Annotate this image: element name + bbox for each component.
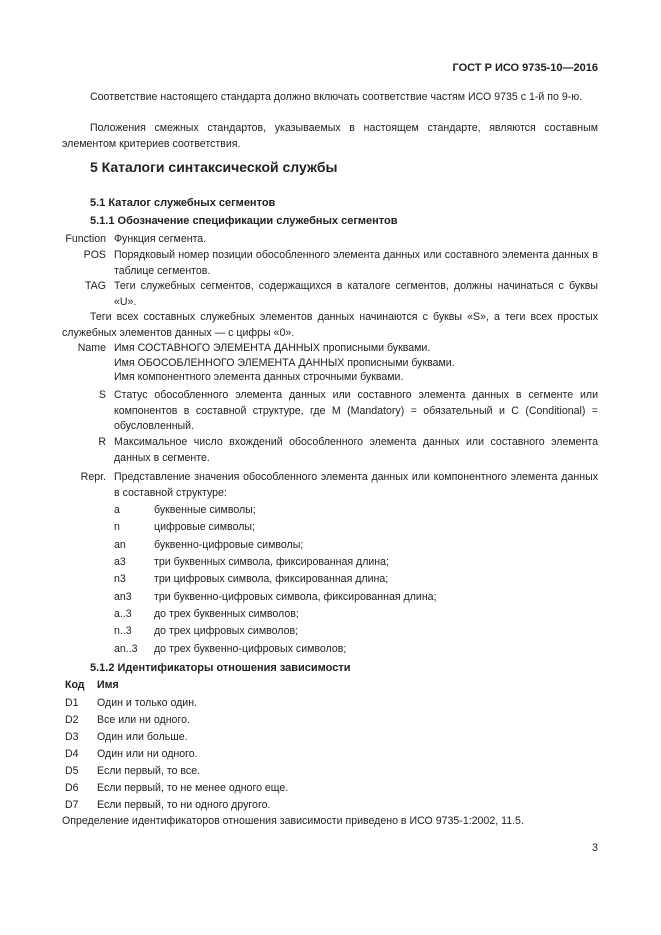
definition-pos <box>62 248 598 279</box>
repr-text: до трех буквенных символов; <box>154 608 299 620</box>
section-heading-5-1: 5.1 Каталог служебных сегментов <box>90 197 276 209</box>
definition-label: Function <box>65 233 106 245</box>
page-number: 3 <box>592 842 598 854</box>
definition-label: S <box>98 389 106 401</box>
repr-item <box>114 607 299 623</box>
repr-text: буквенные символы; <box>154 504 256 516</box>
paragraph-conformance: Соответствие настоящего стандарта должно включать соответствие частям ИСО 9735 с 1-й по 9-ю. <box>90 91 583 103</box>
row-text: Один или ни одного. <box>97 748 198 760</box>
row-text: Все или ни одного. <box>97 714 190 726</box>
repr-text: три цифровых символа, фиксированная длина; <box>154 573 389 585</box>
definition-label: R <box>98 436 106 448</box>
row-code: D4 <box>65 748 79 760</box>
repr-code: an3 <box>114 591 132 603</box>
row-code: D2 <box>65 714 79 726</box>
definition-label: Name <box>77 342 106 354</box>
repr-code: a <box>114 504 120 516</box>
definition-label: POS <box>83 249 106 261</box>
repr-code: a..3 <box>114 608 132 620</box>
paragraph-tags: Теги всех составных служебных элементов данных начинаются с буквы «S», а теги всех простых служебных элементов данных — с цифры «0». <box>62 311 598 339</box>
table-row <box>65 696 197 712</box>
definition-tag <box>62 279 598 310</box>
repr-code: n..3 <box>114 625 132 637</box>
section-heading-5: 5 Каталоги синтаксической службы <box>90 159 338 175</box>
repr-text: буквенно-цифровые символы; <box>154 539 304 551</box>
definition-s <box>62 388 598 435</box>
table-header <box>65 678 119 694</box>
repr-text: цифровые символы; <box>154 521 255 533</box>
repr-code: a3 <box>114 556 126 568</box>
section-heading-5-1-1: 5.1.1 Обозначение спецификации служебных сегментов <box>90 215 398 227</box>
repr-code: n3 <box>114 573 126 585</box>
repr-item <box>114 572 388 588</box>
definition-r <box>62 435 598 466</box>
definition-name <box>62 341 598 385</box>
row-text: Если первый, то все. <box>97 765 201 777</box>
definition-repr <box>62 470 598 501</box>
table-row <box>65 730 188 746</box>
definition-line: Имя компонентного элемента данных строчными буквами. <box>114 371 404 383</box>
repr-item <box>114 642 346 658</box>
repr-item <box>114 520 255 536</box>
section-heading-5-1-2: 5.1.2 Идентификаторы отношения зависимости <box>90 662 351 674</box>
repr-code: an <box>114 539 126 551</box>
row-text: Если первый, то ни одного другого. <box>97 799 271 811</box>
repr-text: до трех буквенно-цифровых символов; <box>154 643 347 655</box>
row-code: D5 <box>65 765 79 777</box>
column-header-name: Имя <box>97 679 119 691</box>
definition-text: Порядковый номер позиции обособленного элемента данных или составного элемента данных в таблице сегментов. <box>114 249 598 277</box>
row-text: Один и только один. <box>97 697 197 709</box>
definition-text: Статус обособленного элемента данных или составного элемента данных в сегменте или компонентов в составной структуре, где M (Mandatory) = обязательный и C (Conditional) = обусловленный. <box>114 389 598 433</box>
repr-text: до трех цифровых символов; <box>154 625 299 637</box>
table-row <box>65 781 288 797</box>
definition-text: Максимальное число вхождений обособленного элемента данных или составного элемента данных в сегменте. <box>114 436 598 464</box>
repr-item <box>114 538 303 554</box>
repr-item <box>114 590 437 606</box>
repr-item <box>114 555 389 571</box>
definition-line: Имя ОБОСОБЛЕННОГО ЭЛЕМЕНТА ДАННЫХ прописными буквами. <box>114 356 455 369</box>
repr-text: три буквенно-цифровых символа, фиксированная длина; <box>154 591 437 603</box>
repr-text: три буквенных символа, фиксированная длина; <box>154 556 389 568</box>
row-code: D7 <box>65 799 79 811</box>
definition-line: Имя СОСТАВНОГО ЭЛЕМЕНТА ДАННЫХ прописными буквами. <box>114 342 431 354</box>
definition-function <box>62 232 598 248</box>
row-text: Если первый, то не менее одного еще. <box>97 782 289 794</box>
row-code: D6 <box>65 782 79 794</box>
definition-text: Теги служебных сегментов, содержащихся в каталоге сегментов, должны начинаться с буквы «U». <box>114 280 598 308</box>
definition-label: Repr. <box>80 471 106 483</box>
table-row <box>65 713 190 729</box>
definition-text: Функция сегмента. <box>114 233 207 245</box>
table-row <box>65 747 198 763</box>
table-row <box>65 798 270 814</box>
paragraph-related-standards: Положения смежных стандартов, указываемых в настоящем стандарте, являются составным элементом критериев соответствия. <box>62 122 598 150</box>
definition-label: TAG <box>85 280 106 292</box>
table-row <box>65 764 200 780</box>
repr-code: an..3 <box>114 643 138 655</box>
column-header-code: Код <box>65 679 85 691</box>
row-text: Один или больше. <box>97 731 188 743</box>
repr-item <box>114 503 256 519</box>
repr-code: n <box>114 521 120 533</box>
repr-item <box>114 624 298 640</box>
definition-text: Представление значения обособленного элемента данных или компонентного элемента данных в составной структуре: <box>114 471 598 499</box>
row-code: D3 <box>65 731 79 743</box>
document-header: ГОСТ Р ИСО 9735-10—2016 <box>452 62 598 74</box>
paragraph-definition-reference: Определение идентификаторов отношения зависимости приведено в ИСО 9735-1:2002, 11.5. <box>62 815 524 827</box>
row-code: D1 <box>65 697 79 709</box>
